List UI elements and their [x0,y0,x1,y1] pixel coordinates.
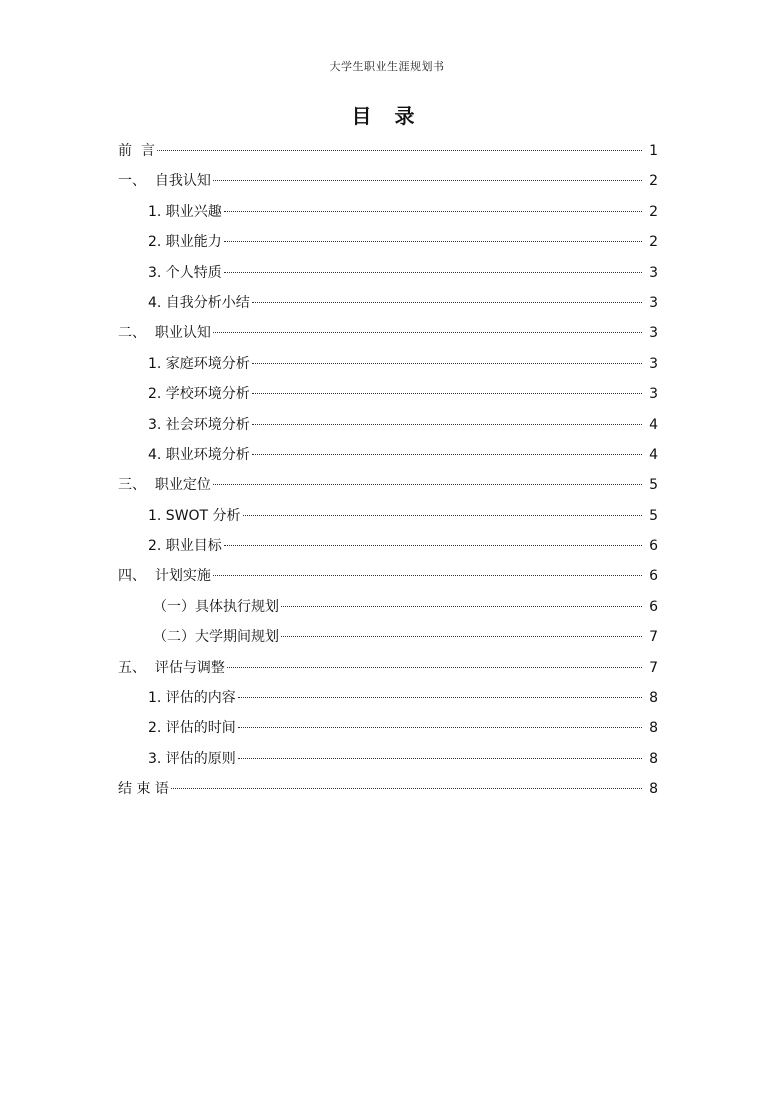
toc-entry-evaluation-principles[interactable] [118,747,658,777]
dot-leader [213,180,642,181]
toc-entry-social-environment[interactable] [118,413,658,443]
dot-leader [227,667,642,668]
toc-entry-label: 2. 学校环境分析 [148,386,250,403]
dot-leader [252,424,642,425]
toc-entry-self-analysis-summary[interactable] [118,291,658,321]
dot-leader [252,393,642,394]
toc-entry-label: 1. 评估的内容 [148,690,236,707]
toc-entry-label: 1. 职业兴趣 [148,203,222,220]
running-header: 大学生职业生涯规划书 [329,60,445,73]
toc-entry-family-environment[interactable] [118,352,658,382]
toc-entry-label: 4. 职业环境分析 [148,446,250,463]
header-rule [118,75,658,76]
toc-entry-personal-traits[interactable] [118,261,658,291]
toc-entry-label: 2. 评估的时间 [148,720,236,737]
toc-entry-label: 3. 评估的原则 [148,750,236,767]
toc-entry-career-awareness[interactable] [118,321,658,351]
toc-entry-self-awareness[interactable] [118,169,658,199]
toc-entry-preface[interactable] [118,139,658,169]
toc-title: 目 录 [351,104,423,128]
toc-entry-label: 3. 个人特质 [148,264,222,281]
dot-leader [281,636,642,637]
toc-entry-swot-analysis[interactable] [118,504,658,534]
toc-entry-page: 1 [649,143,658,159]
toc-entry-page: 2 [649,173,658,190]
toc-entry-label: 五、 评估与调整 [118,659,225,676]
toc-entry-career-environment[interactable] [118,443,658,473]
toc-entry-page: 8 [649,750,658,767]
dot-leader [213,332,642,333]
toc-entry-label: 4. 自我分析小结 [148,294,250,311]
toc-entry-page: 2 [649,234,658,251]
toc-entry-page: 7 [649,629,658,646]
toc-entry-label: 二、 职业认知 [118,325,211,342]
toc-entry-evaluation-adjustment[interactable] [118,656,658,686]
dot-leader [213,484,642,485]
toc-entry-page: 3 [649,264,658,281]
toc-entry-evaluation-time[interactable] [118,716,658,746]
toc-entry-label: 三、 职业定位 [118,477,211,494]
toc-entry-label: 2. 职业能力 [148,234,222,251]
dot-leader [224,241,642,242]
table-of-contents [118,139,658,808]
toc-entry-career-goal[interactable] [118,534,658,564]
toc-entry-page: 5 [649,477,658,494]
dot-leader [238,697,642,698]
dot-leader [224,545,642,546]
dot-leader [171,788,642,789]
dot-leader [224,211,642,212]
dot-leader [252,302,642,303]
toc-entry-execution-plan[interactable] [118,595,658,625]
toc-entry-conclusion[interactable] [118,777,658,807]
toc-entry-page: 4 [649,416,658,433]
toc-entry-label: 一、 自我认知 [118,173,211,190]
toc-entry-career-interest[interactable] [118,200,658,230]
dot-leader [243,515,642,516]
toc-entry-label: 四、 计划实施 [118,568,211,585]
dot-leader [252,454,642,455]
toc-entry-page: 3 [649,325,658,342]
dot-leader [213,575,642,576]
toc-entry-label: 2. 职业目标 [148,538,222,555]
toc-entry-label: 结 束 语 [118,781,169,798]
dot-leader [238,758,642,759]
toc-entry-page: 3 [649,294,658,311]
toc-entry-page: 8 [649,690,658,707]
toc-entry-page: 5 [649,507,658,524]
toc-entry-career-positioning[interactable] [118,473,658,503]
toc-entry-label: 1. 家庭环境分析 [148,355,250,372]
toc-entry-career-ability[interactable] [118,230,658,260]
toc-entry-label: 1. SWOT 分析 [148,507,241,524]
toc-entry-page: 6 [649,538,658,555]
toc-entry-page: 8 [649,781,658,798]
toc-entry-label: （一）具体执行规划 [153,598,279,615]
dot-leader [224,272,642,273]
toc-entry-page: 8 [649,720,658,737]
dot-leader [252,363,642,364]
toc-entry-label: 前 言 [118,143,155,159]
toc-entry-label: （二）大学期间规划 [153,629,279,646]
toc-entry-page: 3 [649,355,658,372]
toc-entry-label: 3. 社会环境分析 [148,416,250,433]
dot-leader [281,606,642,607]
dot-leader [238,727,642,728]
toc-entry-page: 2 [649,203,658,220]
dot-leader [157,150,642,151]
toc-entry-evaluation-content[interactable] [118,686,658,716]
toc-entry-page: 6 [649,598,658,615]
toc-entry-page: 3 [649,386,658,403]
toc-entry-plan-implementation[interactable] [118,564,658,594]
toc-entry-school-environment[interactable] [118,382,658,412]
toc-entry-page: 6 [649,568,658,585]
toc-entry-page: 4 [649,446,658,463]
toc-entry-university-plan[interactable] [118,625,658,655]
toc-entry-page: 7 [649,659,658,676]
